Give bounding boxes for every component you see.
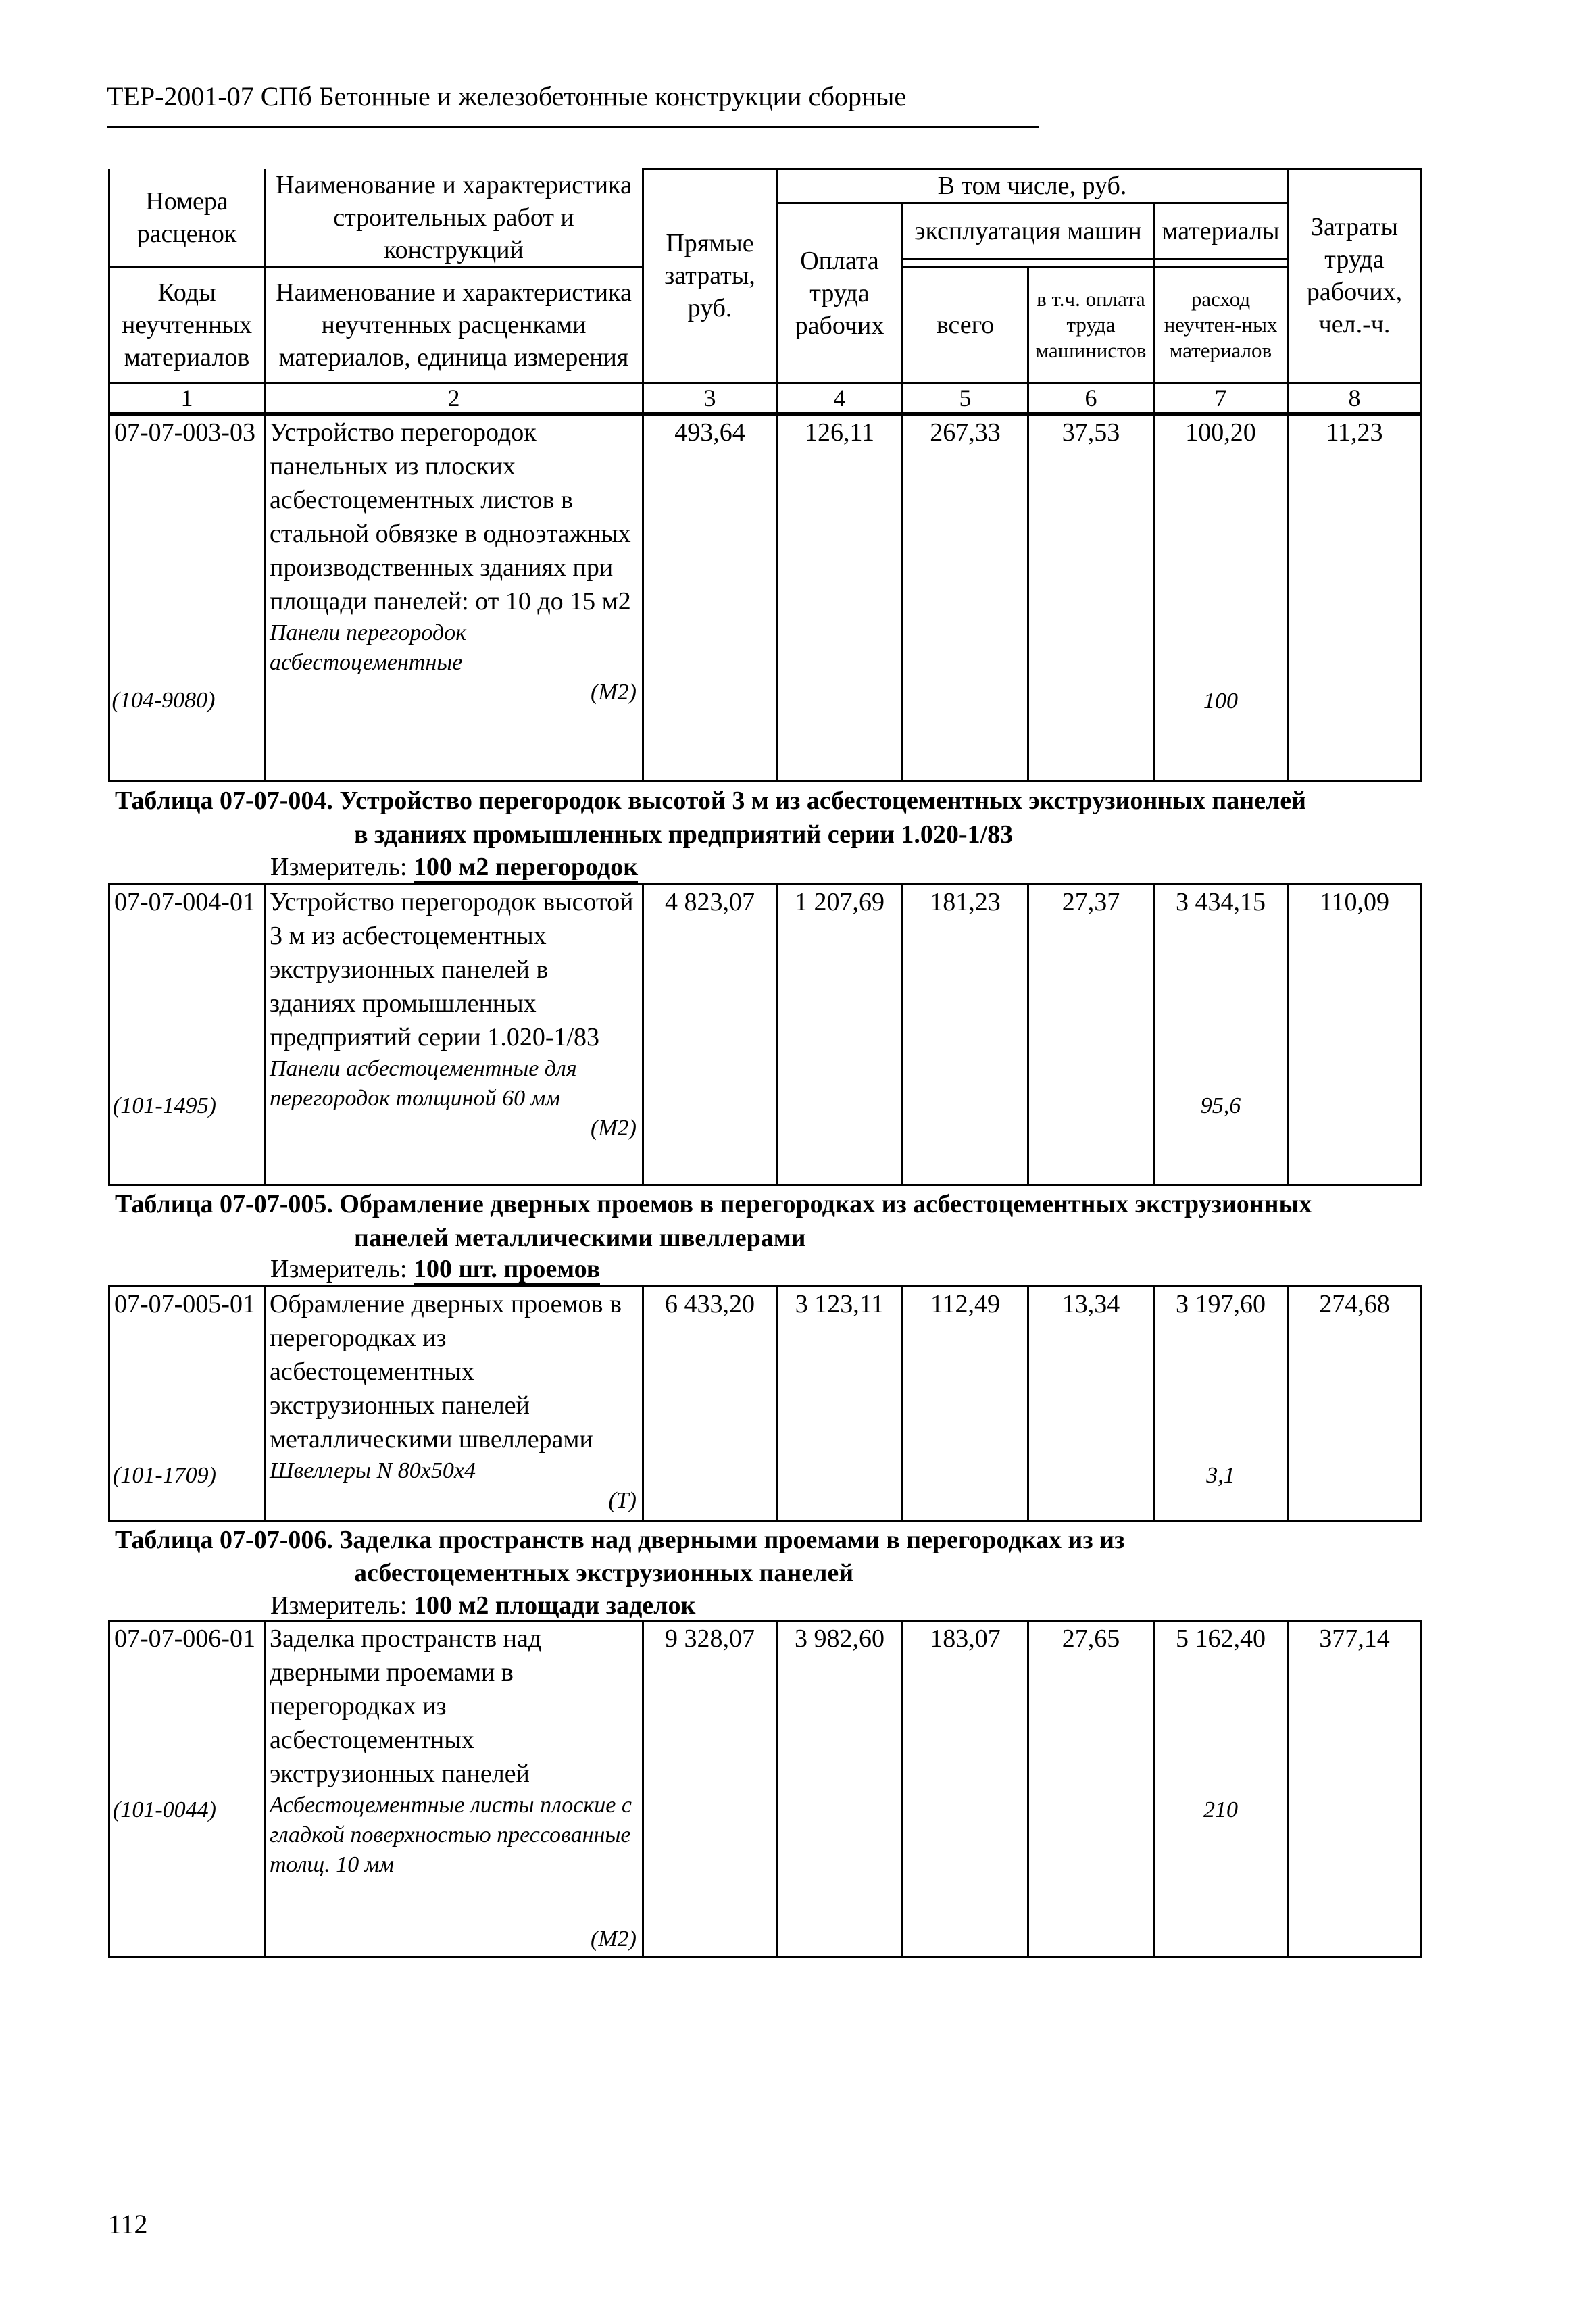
section-measure [270, 1589, 695, 1622]
measure-value: 100 м2 площади заделок [414, 1591, 695, 1622]
header-col2-bottom: Наименование и характеристика неучтенных расценками материалов, единица измерения [265, 267, 643, 383]
material-unit: (М2) [591, 1116, 637, 1141]
wages: 3 123,11 [777, 1287, 903, 1521]
material-code: (101-0044) [113, 1797, 216, 1822]
page-header: ТЕР-2001-07 СПб Бетонные и железобетонные конструкции сборные [107, 81, 907, 111]
rate-cell-code [109, 415, 265, 782]
material-unit: (Т) [608, 1488, 637, 1513]
header-number-8: 8 [1288, 383, 1422, 413]
rate-name: Обрамление дверных проемов в перегородках из асбестоцементных экструзионных панелей металлическими швеллерами [270, 1290, 622, 1453]
wages: 126,11 [777, 415, 903, 782]
material-name: Панели асбестоцементные для перегородок толщиной 60 мм [270, 1056, 577, 1111]
material-unit: (М2) [591, 680, 637, 705]
header-group: В том числе, руб. [777, 169, 1288, 203]
labor: 274,68 [1288, 1287, 1422, 1521]
header-gap [903, 259, 1154, 267]
rate-code: 07-07-005-01 [114, 1290, 255, 1318]
measure-value: 100 м2 перегородок [414, 853, 638, 883]
material-code: (101-1709) [113, 1463, 216, 1488]
machinists-wages: 27,65 [1028, 1621, 1154, 1957]
header-gap-2 [1154, 259, 1288, 267]
header-col8: Затраты труда рабочих, чел.-ч. [1288, 169, 1422, 384]
section-title: Таблица 07-07-006. Заделка пространств над дверными проемами в перегородках из из [115, 1526, 1125, 1554]
rate-code: 07-07-004-01 [114, 888, 255, 916]
measure-label: Измеритель: [270, 1591, 414, 1620]
direct-cost: 9 328,07 [643, 1621, 777, 1957]
material-name: Асбестоцементные листы плоские с гладкой поверхностью прессованные толщ. 10 мм [270, 1793, 632, 1877]
section-measure [270, 850, 638, 884]
machinists-wages: 13,34 [1028, 1287, 1154, 1521]
labor: 377,14 [1288, 1621, 1422, 1957]
material-unit: (М2) [591, 1926, 637, 1951]
wages: 1 207,69 [777, 885, 903, 1185]
labor: 11,23 [1288, 415, 1422, 782]
machines-total: 183,07 [903, 1621, 1028, 1957]
rate-cell-name [265, 1621, 643, 1957]
header-number-3: 3 [643, 383, 777, 413]
machines-total: 267,33 [903, 415, 1028, 782]
material-code: (101-1495) [113, 1093, 216, 1118]
header-number-4: 4 [777, 383, 903, 413]
header-col4: Оплата труда рабочих [777, 203, 903, 384]
material-qty: 95,6 [1200, 1093, 1241, 1118]
page-number: 112 [108, 2209, 148, 2239]
section-title: Таблица 07-07-005. Обрамление дверных проемов в перегородках из асбестоцементных экструзионных [115, 1190, 1312, 1218]
materials-cost: 3 434,15 [1176, 888, 1266, 916]
rate-cell-code [109, 1621, 265, 1957]
material-code: (104-9080) [111, 687, 216, 713]
rate-name: Устройство перегородок панельных из плоских асбестоцементных листов в стальной обвязке в одноэтажных производственных зданиях при площади панелей: от 10 до 15 м2 [270, 418, 631, 616]
header-col5: всего [903, 267, 1028, 383]
rate-table-07-07-006 [108, 1620, 1422, 1958]
machines-total: 181,23 [903, 885, 1028, 1185]
header-number-1: 1 [109, 383, 265, 413]
header-number-6: 6 [1028, 383, 1154, 413]
materials-cost: 5 162,40 [1176, 1624, 1266, 1653]
direct-cost: 6 433,20 [643, 1287, 777, 1521]
material-qty: 210 [1203, 1797, 1238, 1822]
header-col2-top: Наименование и характеристика строительных работ и конструкций [265, 169, 643, 268]
materials-cost: 100,20 [1185, 418, 1256, 447]
direct-cost: 493,64 [643, 415, 777, 782]
rate-cell-name [265, 1287, 643, 1521]
column-header-table [108, 168, 1422, 414]
rate-cell-code [109, 885, 265, 1185]
section-subtitle: панелей металлическими швеллерами [354, 1224, 806, 1252]
labor: 110,09 [1288, 885, 1422, 1185]
section-subtitle: в зданиях промышленных предприятий серии 1.020-1/83 [354, 820, 1014, 849]
rate-name: Устройство перегородок высотой 3 м из асбестоцементных экструзионных панелей в зданиях промышленных предприятий серии 1.020-1/83 [270, 888, 634, 1051]
materials-cell [1154, 1621, 1288, 1957]
machinists-wages: 27,37 [1028, 885, 1154, 1185]
rate-code: 07-07-006-01 [114, 1624, 255, 1653]
rate-cell-name [265, 885, 643, 1185]
header-rule [107, 126, 1039, 128]
measure-value: 100 шт. проемов [414, 1255, 600, 1285]
rate-name: Заделка пространств над дверными проемами в перегородках из асбестоцементных экструзионных панелей [270, 1624, 542, 1788]
header-machines: эксплуатация машин [903, 203, 1154, 259]
machinists-wages: 37,53 [1028, 415, 1154, 782]
header-col7: расход неучтен-ных материалов [1154, 267, 1288, 383]
material-qty: 3,1 [1206, 1463, 1235, 1488]
section-measure [270, 1252, 600, 1286]
rate-table-07-07-004 [108, 883, 1422, 1186]
rate-code: 07-07-003-03 [114, 418, 255, 447]
measure-label: Измеритель: [270, 853, 414, 881]
wages: 3 982,60 [777, 1621, 903, 1957]
rate-cell-name [265, 415, 643, 782]
measure-label: Измеритель: [270, 1255, 414, 1283]
rate-table-07-07-005 [108, 1285, 1422, 1522]
materials-cell [1154, 885, 1288, 1185]
header-col6: в т.ч. оплата труда машинистов [1028, 267, 1154, 383]
header-col1-bottom: Коды неучтенных материалов [109, 267, 265, 383]
material-name: Швеллеры N 80х50х4 [270, 1458, 476, 1483]
section-title: Таблица 07-07-004. Устройство перегородок высотой 3 м из асбестоцементных экструзионных панелей [115, 787, 1307, 815]
machines-total: 112,49 [903, 1287, 1028, 1521]
section-subtitle: асбестоцементных экструзионных панелей [354, 1559, 854, 1587]
material-qty: 100 [1203, 689, 1238, 714]
header-col1-top: Номера расценок [109, 169, 265, 268]
materials-cell [1154, 415, 1288, 782]
header-number-5: 5 [903, 383, 1028, 413]
direct-cost: 4 823,07 [643, 885, 777, 1185]
header-materials: материалы [1154, 203, 1288, 259]
header-number-7: 7 [1154, 383, 1288, 413]
materials-cell [1154, 1287, 1288, 1521]
header-number-2: 2 [265, 383, 643, 413]
header-col3: Прямые затраты, руб. [643, 169, 777, 384]
materials-cost: 3 197,60 [1176, 1290, 1266, 1318]
rate-table-07-07-003 [108, 414, 1422, 782]
rate-cell-code [109, 1287, 265, 1521]
material-name: Панели перегородок асбестоцементные [270, 620, 467, 675]
